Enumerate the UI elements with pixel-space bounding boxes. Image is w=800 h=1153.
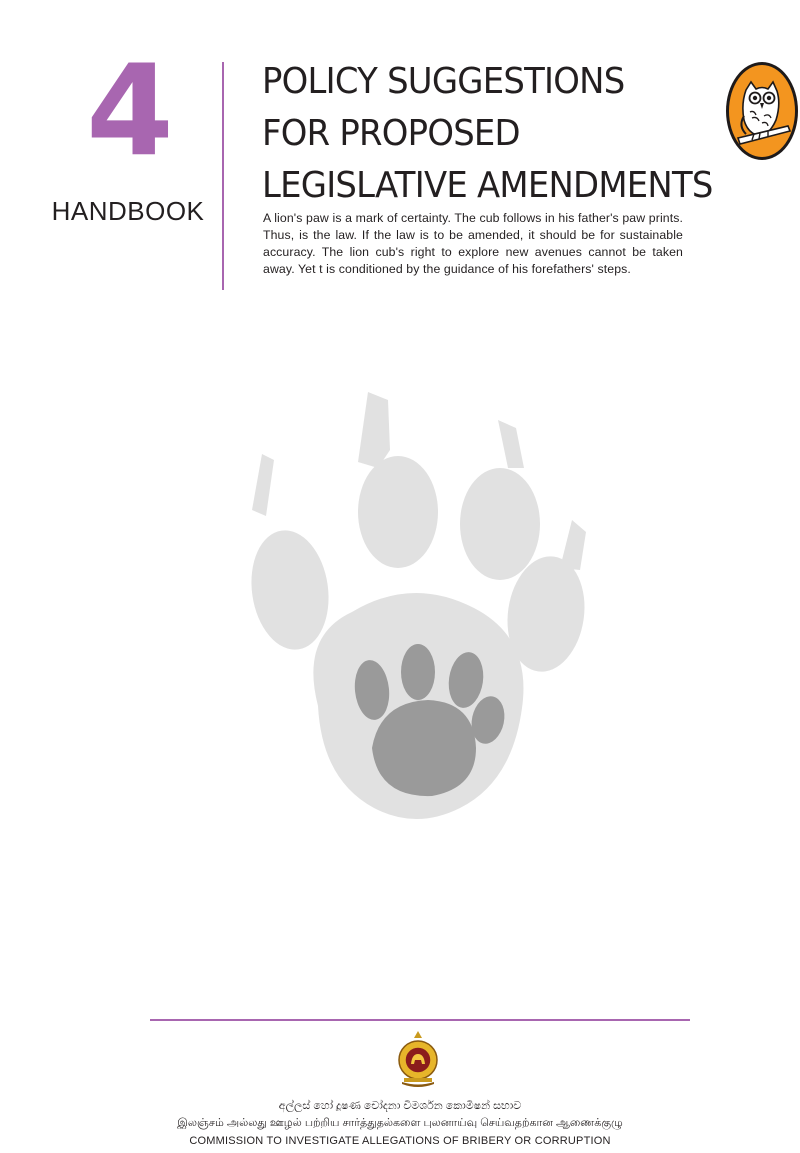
owl-logo-icon <box>724 60 800 162</box>
title-line: LEGISLATIVE AMENDMENTS <box>262 165 713 206</box>
handbook-number: 4 <box>86 37 174 184</box>
footer-english-name: COMMISSION TO INVESTIGATE ALLEGATIONS OF BRIBERY OR CORRUPTION <box>189 1135 611 1147</box>
footer-tamil-name: இலஞ்சம் அல்லது ஊழல் பற்றிய சார்த்துதல்களை புலனாய்வு செய்வதற்கான ஆணைக்குழு <box>177 1117 623 1129</box>
handbook-label: HANDBOOK <box>51 196 205 226</box>
footer-divider <box>150 1019 690 1021</box>
footer-sinhala-name: අල්ලස් හෝ දූෂණ චෝදනා විමර්ශන කොමිෂන් සභාව <box>278 1100 522 1112</box>
intro-paragraph: A lion's paw is a mark of certainty. The cub follows in his father's paw prints. Thus, is the law. If the law is to be amended, it should be for sustainable accuracy. The lion cub's right to explore new avenues cannot be taken away. Yet t is conditioned by the guidance of his forefathers' steps. <box>263 211 683 276</box>
sri-lanka-emblem-icon <box>396 1030 440 1088</box>
title-line: POLICY SUGGESTIONS <box>262 61 625 102</box>
title-line: FOR PROPOSED <box>262 113 520 154</box>
cover-title <box>262 56 713 212</box>
vertical-divider <box>222 62 224 290</box>
paw-print-icon <box>240 390 600 830</box>
